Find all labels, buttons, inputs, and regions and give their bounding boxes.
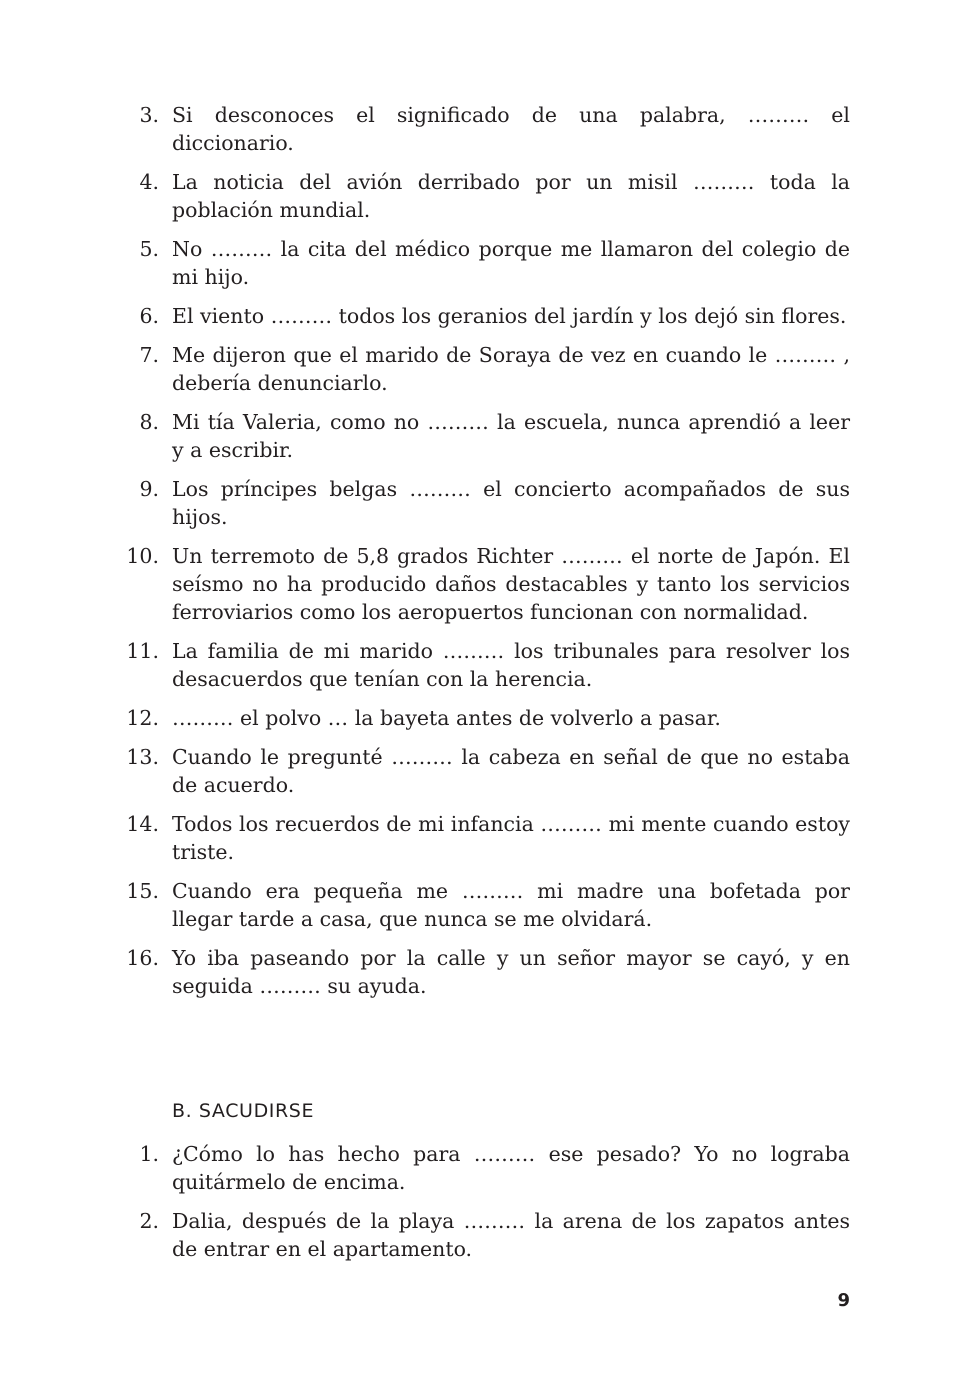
list-item — [120, 704, 850, 732]
item-text: Dalia, después de la playa ……… la arena de los zapatos antes de entrar en el apartamento. — [172, 1209, 850, 1261]
list-item — [120, 302, 850, 330]
list-item — [120, 101, 850, 157]
item-number: 11. — [126, 639, 159, 663]
item-number: 7. — [139, 343, 159, 367]
list-item — [120, 475, 850, 531]
list-item — [120, 168, 850, 224]
item-text: Mi tía Valeria, como no ……… la escuela, nunca aprendió a leer y a escribir. — [172, 410, 850, 462]
item-text: No ……… la cita del médico porque me llamaron del colegio de mi hijo. — [172, 237, 850, 289]
list-item — [120, 1140, 850, 1196]
item-number: 13. — [126, 745, 159, 769]
item-number: 2. — [139, 1209, 159, 1233]
item-text: Un terremoto de 5,8 grados Richter ……… el norte de Japón. El seísmo no ha producido daños destacables y tanto los servicios ferroviarios como los aeropuertos funcionan con normalidad. — [172, 544, 850, 624]
item-text: Los príncipes belgas ……… el concierto acompañados de sus hijos. — [172, 477, 850, 529]
list-item — [120, 944, 850, 1000]
item-number: 4. — [139, 170, 159, 194]
item-number: 3. — [139, 103, 159, 127]
list-item — [120, 1207, 850, 1263]
item-number: 5. — [139, 237, 159, 261]
list-item — [120, 235, 850, 291]
item-text: El viento ……… todos los geranios del jardín y los dejó sin flores. — [172, 304, 847, 328]
item-text: Si desconoces el significado de una palabra, ……… el diccionario. — [172, 103, 850, 155]
section-heading: B. SACUDIRSE — [172, 1100, 315, 1122]
item-text: Todos los recuerdos de mi infancia ……… mi mente cuando estoy triste. — [172, 812, 850, 864]
item-text: Me dijeron que el marido de Soraya de vez en cuando le ……… , debería denunciarlo. — [172, 343, 850, 395]
item-text: La familia de mi marido ……… los tribunales para resolver los desacuerdos que tenían con la herencia. — [172, 639, 850, 691]
item-number: 1. — [139, 1142, 159, 1166]
exercise-list-a — [120, 101, 850, 1011]
item-number: 12. — [126, 706, 159, 730]
item-number: 16. — [126, 946, 159, 970]
item-text: Cuando le pregunté ……… la cabeza en señal de que no estaba de acuerdo. — [172, 745, 850, 797]
item-text: ¿Cómo lo has hecho para ……… ese pesado? Yo no lograba quitármelo de encima. — [172, 1142, 850, 1194]
item-number: 14. — [126, 812, 159, 836]
item-text: ……… el polvo … la bayeta antes de volverlo a pasar. — [172, 706, 721, 730]
list-item — [120, 877, 850, 933]
exercise-list-b — [120, 1140, 850, 1274]
list-item — [120, 542, 850, 626]
list-item — [120, 341, 850, 397]
item-text: Cuando era pequeña me ……… mi madre una bofetada por llegar tarde a casa, que nunca se me olvidará. — [172, 879, 850, 931]
item-text: Yo iba paseando por la calle y un señor mayor se cayó, y en seguida ……… su ayuda. — [172, 946, 850, 998]
item-number: 15. — [126, 879, 159, 903]
item-number: 6. — [139, 304, 159, 328]
item-number: 10. — [126, 544, 159, 568]
item-number: 9. — [139, 477, 159, 501]
page-number: 9 — [837, 1290, 850, 1311]
list-item — [120, 810, 850, 866]
list-item — [120, 637, 850, 693]
list-item — [120, 743, 850, 799]
list-item — [120, 408, 850, 464]
item-text: La noticia del avión derribado por un misil ……… toda la población mundial. — [172, 170, 850, 222]
item-number: 8. — [139, 410, 159, 434]
